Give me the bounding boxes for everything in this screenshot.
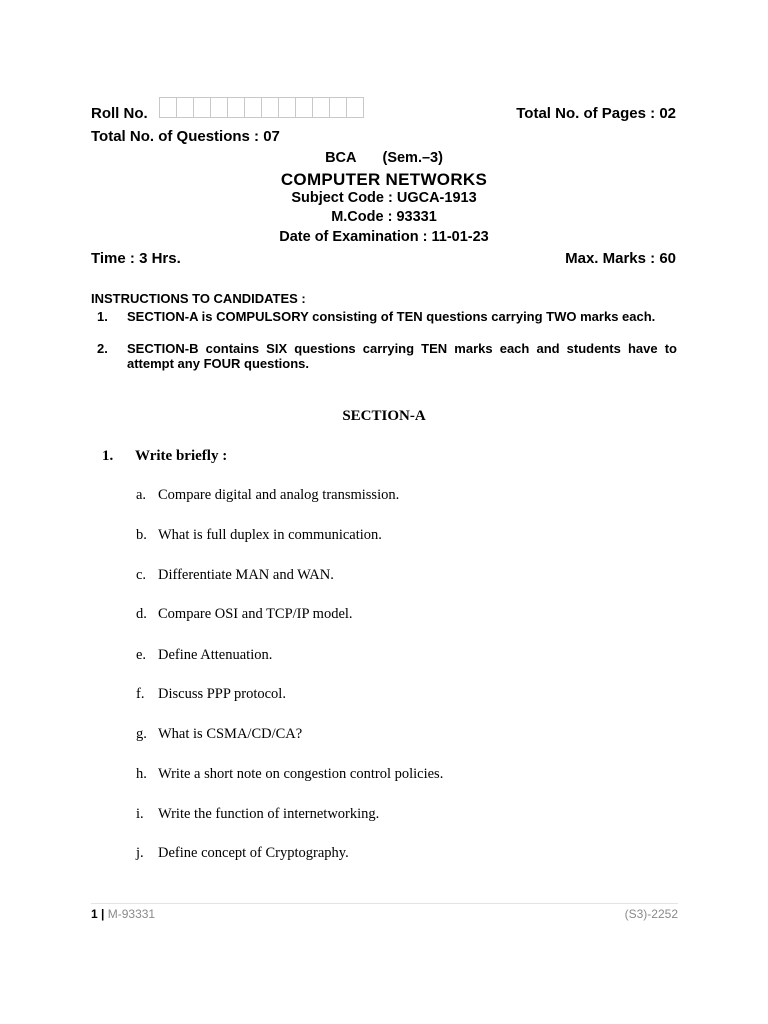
- footer-left: [91, 907, 155, 921]
- instruction-text: SECTION-A is COMPULSORY consisting of TEN questions carrying TWO marks each.: [127, 309, 656, 324]
- instruction-item: [97, 309, 677, 324]
- sub-question-text: Compare digital and analog transmission.: [158, 487, 400, 503]
- sub-question-h: [136, 766, 443, 783]
- roll-number-box[interactable]: [261, 97, 279, 118]
- sub-question-j: [136, 845, 349, 862]
- sub-question-a: [136, 487, 399, 504]
- sub-question-text: What is full duplex in communication.: [158, 527, 382, 543]
- sub-question-letter: c.: [136, 567, 147, 583]
- sub-question-letter: g.: [136, 726, 147, 742]
- roll-number-box[interactable]: [227, 97, 245, 118]
- sub-question-e: [136, 647, 272, 664]
- roll-number-boxes[interactable]: [160, 97, 364, 118]
- question-text: Write briefly :: [135, 448, 228, 464]
- sub-question-letter: h.: [136, 766, 147, 782]
- sub-question-text: What is CSMA/CD/CA?: [158, 726, 303, 742]
- sub-question-c: [136, 567, 334, 584]
- exam-time: Time : 3 Hrs.: [91, 250, 181, 267]
- instruction-item: [97, 341, 677, 371]
- roll-number-box[interactable]: [244, 97, 262, 118]
- roll-number-box[interactable]: [329, 97, 347, 118]
- section-a-heading: SECTION-A: [342, 408, 426, 424]
- footer-separator: |: [101, 907, 105, 921]
- sub-question-text: Differentiate MAN and WAN.: [158, 567, 334, 583]
- sub-question-d: [136, 606, 353, 623]
- subject-code: Subject Code : UGCA-1913: [291, 190, 477, 206]
- course-name: BCA: [325, 150, 357, 166]
- m-code: M.Code : 93331: [331, 209, 437, 225]
- footer-divider: [91, 903, 678, 904]
- question-number: 1.: [102, 448, 114, 464]
- sub-question-text: Compare OSI and TCP/IP model.: [158, 606, 353, 622]
- instructions-heading: INSTRUCTIONS TO CANDIDATES :: [91, 291, 306, 306]
- max-marks: Max. Marks : 60: [565, 250, 676, 267]
- sub-question-text: Write the function of internetworking.: [158, 806, 380, 822]
- roll-number-label: Roll No.: [91, 105, 148, 122]
- sub-question-f: [136, 686, 286, 703]
- instruction-number: 1.: [97, 309, 108, 324]
- roll-number-box[interactable]: [193, 97, 211, 118]
- roll-number-box[interactable]: [278, 97, 296, 118]
- sub-question-i: [136, 806, 379, 823]
- roll-number-box[interactable]: [312, 97, 330, 118]
- roll-number-box[interactable]: [346, 97, 364, 118]
- sub-question-letter: f.: [136, 686, 145, 702]
- instruction-text: SECTION-B contains SIX questions carrying TEN marks each and students have to attempt any FOUR questions.: [127, 341, 677, 371]
- page-number: 1: [91, 907, 98, 921]
- roll-number-box[interactable]: [176, 97, 194, 118]
- roll-number-box[interactable]: [159, 97, 177, 118]
- paper-title: COMPUTER NETWORKS: [280, 170, 488, 189]
- roll-number-box[interactable]: [295, 97, 313, 118]
- course-line: [0, 150, 768, 166]
- sub-question-letter: a.: [136, 487, 147, 503]
- sub-question-letter: d.: [136, 606, 147, 622]
- instruction-number: 2.: [97, 341, 108, 356]
- sub-question-text: Discuss PPP protocol.: [158, 686, 286, 702]
- footer-right: (S3)-2252: [624, 907, 678, 921]
- total-pages: Total No. of Pages : 02: [516, 105, 676, 122]
- exam-date: Date of Examination : 11-01-23: [279, 229, 489, 245]
- sub-question-letter: j.: [136, 845, 144, 861]
- sub-question-letter: i.: [136, 806, 144, 822]
- sub-question-letter: e.: [136, 647, 147, 663]
- sub-question-g: [136, 726, 302, 743]
- sub-question-text: Define Attenuation.: [158, 647, 273, 663]
- sub-question-letter: b.: [136, 527, 147, 543]
- footer-code: M-93331: [107, 907, 156, 921]
- semester: (Sem.–3): [382, 150, 443, 166]
- roll-number-box[interactable]: [210, 97, 228, 118]
- sub-question-text: Define concept of Cryptography.: [158, 845, 349, 861]
- sub-question-b: [136, 527, 382, 544]
- sub-question-text: Write a short note on congestion control policies.: [158, 766, 444, 782]
- total-questions: Total No. of Questions : 07: [91, 128, 280, 145]
